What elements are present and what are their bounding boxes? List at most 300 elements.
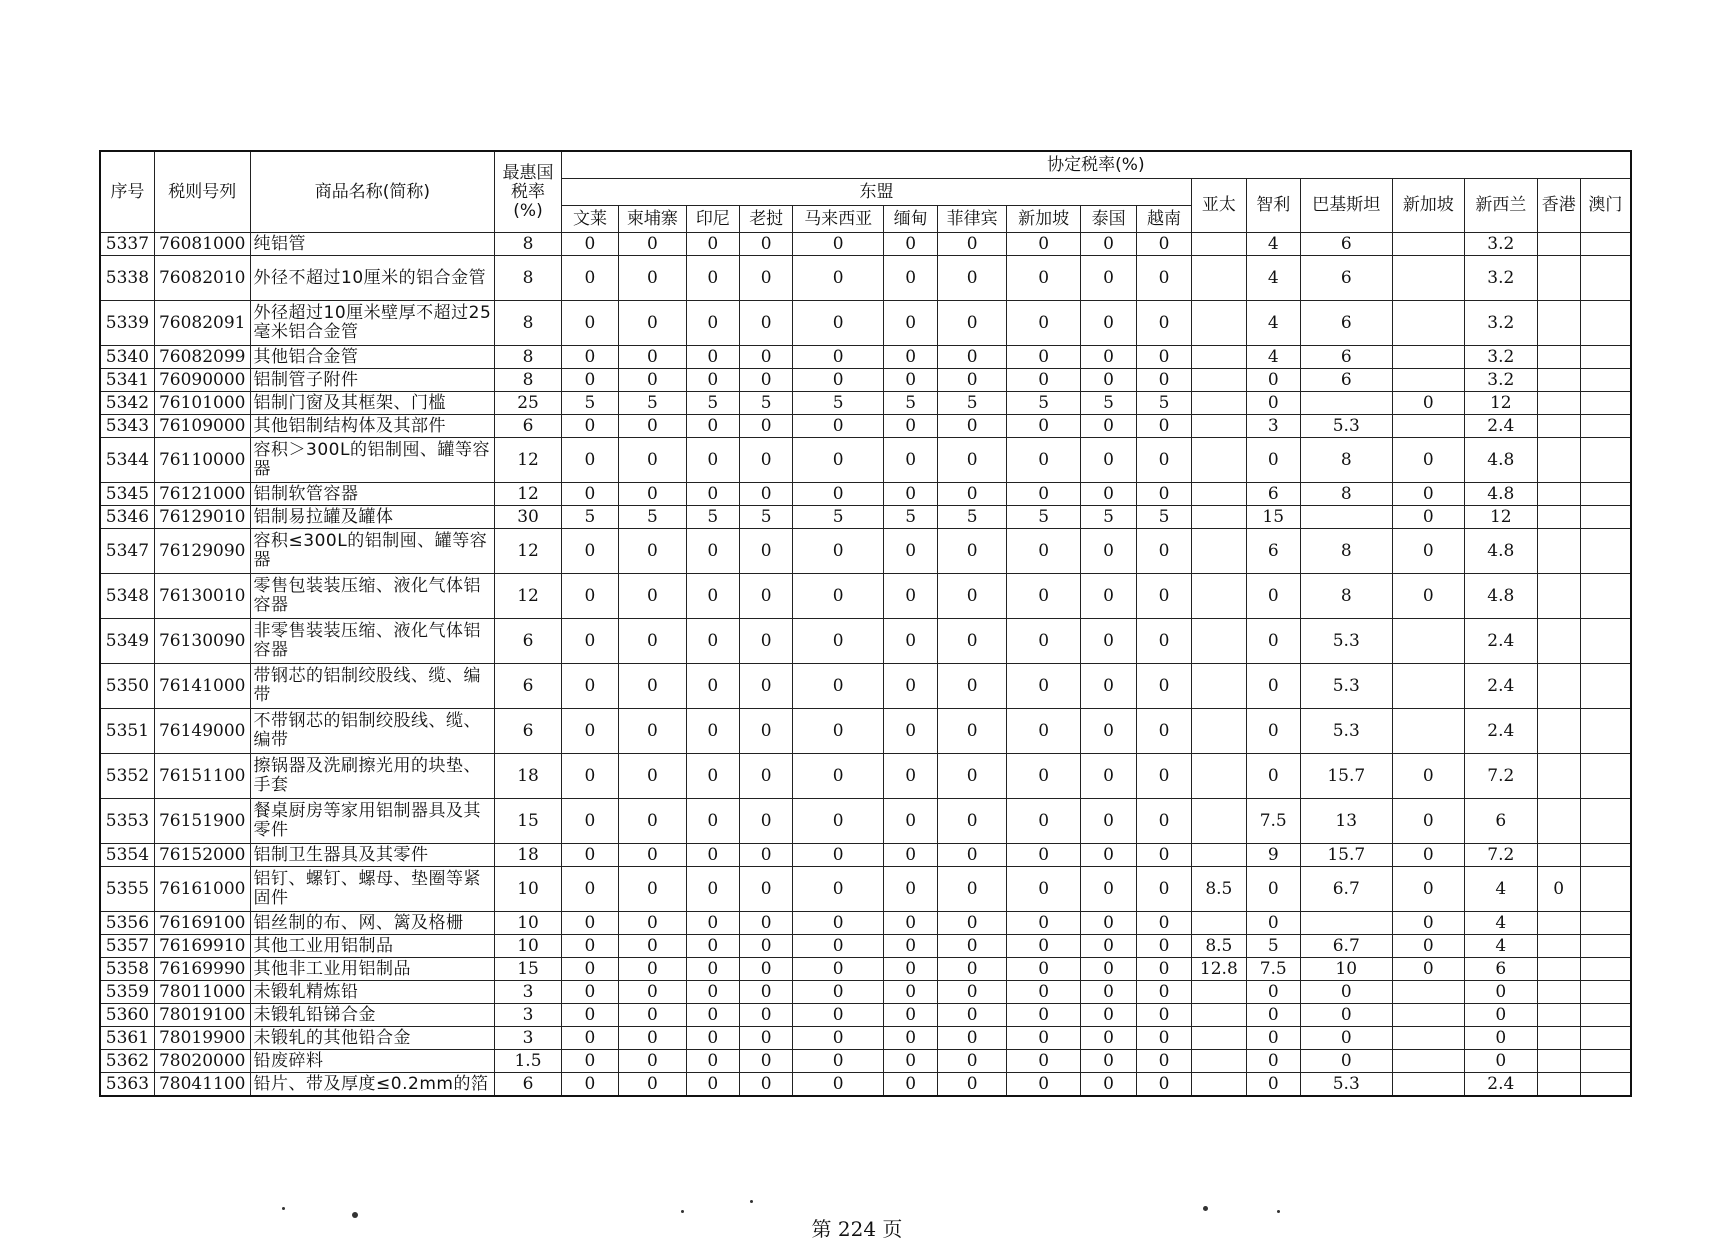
- seq-cell: 5355: [100, 867, 154, 912]
- scan-speck: [750, 1200, 753, 1203]
- asean-rate-cell: 0: [561, 1004, 618, 1027]
- chile-rate-cell: 5: [1246, 935, 1300, 958]
- name-cell: 外径超过10厘米壁厚不超过25毫米铝合金管: [250, 301, 495, 346]
- asean-rate-cell: 0: [1006, 233, 1081, 256]
- code-cell: 76090000: [154, 369, 250, 392]
- asean-rate-cell: 5: [686, 392, 739, 415]
- name-cell: 铝钉、螺钉、螺母、垫圈等紧固件: [250, 867, 495, 912]
- code-cell: 76169990: [154, 958, 250, 981]
- mfn-cell: 12: [495, 483, 561, 506]
- pakistan-rate-cell: 8: [1300, 574, 1392, 619]
- asean-rate-cell: 0: [619, 1073, 686, 1097]
- asean-rate-cell: 0: [740, 912, 793, 935]
- code-cell: 76110000: [154, 438, 250, 483]
- nz-rate-cell: 3.2: [1465, 369, 1538, 392]
- nz-rate-cell: 2.4: [1465, 415, 1538, 438]
- table-row: [100, 981, 1631, 1004]
- asean-rate-cell: 0: [561, 483, 618, 506]
- chile-rate-cell: 0: [1246, 754, 1300, 799]
- asean-rate-cell: 0: [884, 1073, 938, 1097]
- asean-rate-cell: 0: [561, 574, 618, 619]
- pakistan-rate-cell: 8: [1300, 529, 1392, 574]
- asean-rate-cell: 0: [884, 754, 938, 799]
- pakistan-rate-cell: 6: [1300, 256, 1392, 301]
- asean-rate-cell: 0: [1006, 1050, 1081, 1073]
- asean-rate-cell: 0: [1081, 1004, 1136, 1027]
- apta-rate-cell: [1192, 754, 1246, 799]
- nz-rate-cell: 2.4: [1465, 664, 1538, 709]
- asean-rate-cell: 0: [793, 981, 884, 1004]
- asean-rate-cell: 0: [619, 256, 686, 301]
- asean-rate-cell: 0: [793, 1004, 884, 1027]
- asean-rate-cell: 0: [884, 935, 938, 958]
- hk-rate-cell: [1537, 799, 1580, 844]
- seq-cell: 5339: [100, 301, 154, 346]
- name-cell: 铅片、带及厚度≤0.2mm的箔: [250, 1073, 495, 1097]
- asean-rate-cell: 0: [619, 1004, 686, 1027]
- code-cell: 76082099: [154, 346, 250, 369]
- asean-rate-cell: 0: [1136, 438, 1191, 483]
- asean-rate-cell: 0: [938, 958, 1006, 981]
- singapore-rate-cell: [1392, 301, 1465, 346]
- asean-rate-cell: 0: [1136, 709, 1191, 754]
- code-cell: 78011000: [154, 981, 250, 1004]
- pakistan-rate-cell: 6: [1300, 346, 1392, 369]
- name-cell: 擦锅器及洗刷擦光用的块垫、手套: [250, 754, 495, 799]
- apta-rate-cell: [1192, 483, 1246, 506]
- asean-rate-cell: 0: [619, 935, 686, 958]
- macau-rate-cell: [1580, 619, 1631, 664]
- asean-rate-cell: 0: [686, 664, 739, 709]
- asean-rate-cell: 0: [619, 664, 686, 709]
- asean-rate-cell: 0: [561, 619, 618, 664]
- nz-rate-cell: 4.8: [1465, 574, 1538, 619]
- asean-rate-cell: 0: [1081, 574, 1136, 619]
- asean-rate-cell: 0: [793, 483, 884, 506]
- chile-rate-cell: 0: [1246, 867, 1300, 912]
- header-asean: 东盟: [561, 179, 1191, 206]
- table-body: [100, 233, 1631, 1097]
- pakistan-rate-cell: 10: [1300, 958, 1392, 981]
- asean-rate-cell: 0: [619, 438, 686, 483]
- seq-cell: 5352: [100, 754, 154, 799]
- singapore-rate-cell: 0: [1392, 799, 1465, 844]
- asean-rate-cell: 0: [740, 1004, 793, 1027]
- table-row: [100, 529, 1631, 574]
- hk-rate-cell: [1537, 754, 1580, 799]
- nz-rate-cell: 3.2: [1465, 256, 1538, 301]
- seq-cell: 5340: [100, 346, 154, 369]
- mfn-cell: 3: [495, 981, 561, 1004]
- code-cell: 76130010: [154, 574, 250, 619]
- asean-rate-cell: 0: [793, 256, 884, 301]
- mfn-cell: 25: [495, 392, 561, 415]
- singapore-rate-cell: 0: [1392, 867, 1465, 912]
- nz-rate-cell: 6: [1465, 958, 1538, 981]
- asean-rate-cell: 0: [740, 256, 793, 301]
- table-row: [100, 506, 1631, 529]
- mfn-cell: 18: [495, 844, 561, 867]
- asean-rate-cell: 0: [686, 619, 739, 664]
- name-cell: 未锻轧的其他铅合金: [250, 1027, 495, 1050]
- macau-rate-cell: [1580, 346, 1631, 369]
- asean-rate-cell: 0: [740, 346, 793, 369]
- asean-rate-cell: 5: [793, 392, 884, 415]
- asean-rate-cell: 0: [793, 709, 884, 754]
- macau-rate-cell: [1580, 935, 1631, 958]
- asean-rate-cell: 0: [1006, 1027, 1081, 1050]
- asean-rate-cell: 0: [1081, 529, 1136, 574]
- name-cell: 铝丝制的布、网、篱及格栅: [250, 912, 495, 935]
- chile-rate-cell: 7.5: [1246, 799, 1300, 844]
- asean-rate-cell: 0: [1136, 844, 1191, 867]
- asean-rate-cell: 0: [561, 346, 618, 369]
- seq-cell: 5343: [100, 415, 154, 438]
- asean-rate-cell: 0: [686, 233, 739, 256]
- asean-rate-cell: 0: [619, 754, 686, 799]
- code-cell: 76151100: [154, 754, 250, 799]
- singapore-rate-cell: [1392, 709, 1465, 754]
- asean-rate-cell: 0: [884, 981, 938, 1004]
- name-cell: 餐桌厨房等家用铝制器具及其零件: [250, 799, 495, 844]
- code-cell: 76129010: [154, 506, 250, 529]
- asean-rate-cell: 0: [938, 709, 1006, 754]
- asean-rate-cell: 0: [1081, 912, 1136, 935]
- asean-rate-cell: 0: [1006, 664, 1081, 709]
- table-row: [100, 935, 1631, 958]
- asean-rate-cell: 0: [884, 1004, 938, 1027]
- table-row: [100, 233, 1631, 256]
- nz-rate-cell: 2.4: [1465, 619, 1538, 664]
- mfn-cell: 6: [495, 619, 561, 664]
- asean-rate-cell: 0: [938, 935, 1006, 958]
- hk-rate-cell: [1537, 256, 1580, 301]
- asean-rate-cell: 0: [1136, 415, 1191, 438]
- seq-cell: 5363: [100, 1073, 154, 1097]
- asean-rate-cell: 5: [561, 506, 618, 529]
- asean-rate-cell: 0: [619, 1027, 686, 1050]
- code-cell: 78020000: [154, 1050, 250, 1073]
- asean-rate-cell: 0: [619, 483, 686, 506]
- chile-rate-cell: 0: [1246, 619, 1300, 664]
- apta-rate-cell: [1192, 1027, 1246, 1050]
- table-row: [100, 369, 1631, 392]
- asean-rate-cell: 0: [938, 619, 1006, 664]
- macau-rate-cell: [1580, 369, 1631, 392]
- table-row: [100, 709, 1631, 754]
- asean-rate-cell: 0: [793, 799, 884, 844]
- seq-cell: 5362: [100, 1050, 154, 1073]
- seq-cell: 5357: [100, 935, 154, 958]
- asean-rate-cell: 0: [1081, 1050, 1136, 1073]
- pakistan-rate-cell: 6: [1300, 301, 1392, 346]
- singapore-rate-cell: [1392, 664, 1465, 709]
- header-mfn: 最惠国税率(%): [495, 151, 561, 233]
- asean-rate-cell: 0: [1136, 664, 1191, 709]
- asean-rate-cell: 0: [1006, 912, 1081, 935]
- asean-rate-cell: 0: [1136, 754, 1191, 799]
- asean-rate-cell: 0: [793, 754, 884, 799]
- apta-rate-cell: [1192, 233, 1246, 256]
- macau-rate-cell: [1580, 233, 1631, 256]
- asean-rate-cell: 0: [686, 369, 739, 392]
- mfn-cell: 8: [495, 233, 561, 256]
- seq-cell: 5344: [100, 438, 154, 483]
- asean-rate-cell: 0: [1006, 256, 1081, 301]
- table-row: [100, 392, 1631, 415]
- asean-rate-cell: 0: [938, 415, 1006, 438]
- singapore-rate-cell: [1392, 1073, 1465, 1097]
- asean-rate-cell: 0: [686, 958, 739, 981]
- apta-rate-cell: [1192, 981, 1246, 1004]
- asean-rate-cell: 0: [686, 346, 739, 369]
- asean-rate-cell: 0: [686, 867, 739, 912]
- asean-rate-cell: 5: [938, 392, 1006, 415]
- table-row: [100, 301, 1631, 346]
- hk-rate-cell: [1537, 233, 1580, 256]
- asean-rate-cell: 0: [619, 1050, 686, 1073]
- mfn-cell: 6: [495, 1073, 561, 1097]
- apta-rate-cell: [1192, 799, 1246, 844]
- asean-rate-cell: 0: [686, 483, 739, 506]
- asean-rate-cell: 5: [1006, 392, 1081, 415]
- asean-rate-cell: 0: [1006, 438, 1081, 483]
- asean-rate-cell: 0: [793, 233, 884, 256]
- asean-rate-cell: 0: [561, 415, 618, 438]
- nz-rate-cell: 7.2: [1465, 754, 1538, 799]
- seq-cell: 5353: [100, 799, 154, 844]
- asean-rate-cell: 5: [793, 506, 884, 529]
- asean-rate-cell: 0: [619, 369, 686, 392]
- asean-rate-cell: 0: [561, 1027, 618, 1050]
- code-cell: 76161000: [154, 867, 250, 912]
- asean-rate-cell: 0: [619, 301, 686, 346]
- macau-rate-cell: [1580, 574, 1631, 619]
- asean-rate-cell: 0: [884, 799, 938, 844]
- macau-rate-cell: [1580, 506, 1631, 529]
- asean-rate-cell: 0: [619, 574, 686, 619]
- seq-cell: 5358: [100, 958, 154, 981]
- singapore-rate-cell: [1392, 1004, 1465, 1027]
- hk-rate-cell: [1537, 709, 1580, 754]
- asean-rate-cell: 0: [740, 799, 793, 844]
- asean-rate-cell: 0: [1006, 415, 1081, 438]
- asean-rate-cell: 0: [938, 844, 1006, 867]
- asean-rate-cell: 0: [619, 981, 686, 1004]
- asean-rate-cell: 0: [686, 844, 739, 867]
- apta-rate-cell: [1192, 346, 1246, 369]
- nz-rate-cell: 4: [1465, 867, 1538, 912]
- page-number: 第 224 页: [811, 1217, 903, 1241]
- singapore-rate-cell: [1392, 346, 1465, 369]
- code-cell: 76130090: [154, 619, 250, 664]
- header-code: 税则号列: [154, 151, 250, 233]
- asean-rate-cell: 0: [884, 483, 938, 506]
- apta-rate-cell: 12.8: [1192, 958, 1246, 981]
- asean-rate-cell: 0: [938, 664, 1006, 709]
- hk-rate-cell: [1537, 1050, 1580, 1073]
- asean-rate-cell: 0: [1006, 483, 1081, 506]
- pakistan-rate-cell: [1300, 392, 1392, 415]
- seq-cell: 5349: [100, 619, 154, 664]
- mfn-cell: 6: [495, 415, 561, 438]
- asean-rate-cell: 0: [884, 233, 938, 256]
- tariff-table: [99, 150, 1632, 1097]
- header-singapore: 新加坡: [1392, 179, 1465, 233]
- asean-rate-cell: 5: [938, 506, 1006, 529]
- asean-rate-cell: 0: [619, 799, 686, 844]
- macau-rate-cell: [1580, 301, 1631, 346]
- asean-rate-cell: 0: [938, 1050, 1006, 1073]
- apta-rate-cell: 8.5: [1192, 867, 1246, 912]
- table-row: [100, 754, 1631, 799]
- asean-rate-cell: 0: [1006, 369, 1081, 392]
- asean-rate-cell: 0: [1081, 1027, 1136, 1050]
- macau-rate-cell: [1580, 664, 1631, 709]
- asean-rate-cell: 0: [740, 958, 793, 981]
- asean-rate-cell: 0: [1136, 1027, 1191, 1050]
- pakistan-rate-cell: 5.3: [1300, 709, 1392, 754]
- asean-rate-cell: 0: [561, 709, 618, 754]
- header-asean-country: 泰国: [1081, 206, 1136, 233]
- hk-rate-cell: [1537, 619, 1580, 664]
- asean-rate-cell: 0: [884, 346, 938, 369]
- hk-rate-cell: [1537, 415, 1580, 438]
- name-cell: 铝制门窗及其框架、门槛: [250, 392, 495, 415]
- nz-rate-cell: 0: [1465, 1004, 1538, 1027]
- asean-rate-cell: 0: [938, 256, 1006, 301]
- mfn-cell: 10: [495, 912, 561, 935]
- pakistan-rate-cell: 15.7: [1300, 844, 1392, 867]
- asean-rate-cell: 5: [884, 392, 938, 415]
- asean-rate-cell: 0: [1006, 799, 1081, 844]
- chile-rate-cell: 0: [1246, 1073, 1300, 1097]
- chile-rate-cell: 6: [1246, 483, 1300, 506]
- table-row: [100, 958, 1631, 981]
- scan-speck: [1277, 1210, 1280, 1213]
- asean-rate-cell: 0: [1081, 799, 1136, 844]
- asean-rate-cell: 5: [1136, 506, 1191, 529]
- asean-rate-cell: 0: [1136, 935, 1191, 958]
- asean-rate-cell: 0: [686, 935, 739, 958]
- macau-rate-cell: [1580, 958, 1631, 981]
- asean-rate-cell: 0: [686, 301, 739, 346]
- mfn-cell: 30: [495, 506, 561, 529]
- asean-rate-cell: 0: [884, 438, 938, 483]
- pakistan-rate-cell: 15.7: [1300, 754, 1392, 799]
- singapore-rate-cell: [1392, 1050, 1465, 1073]
- chile-rate-cell: 6: [1246, 529, 1300, 574]
- mfn-cell: 12: [495, 574, 561, 619]
- table-row: [100, 799, 1631, 844]
- asean-rate-cell: 0: [686, 529, 739, 574]
- seq-cell: 5345: [100, 483, 154, 506]
- asean-rate-cell: 0: [740, 1050, 793, 1073]
- asean-rate-cell: 0: [793, 1050, 884, 1073]
- asean-rate-cell: 0: [884, 912, 938, 935]
- singapore-rate-cell: 0: [1392, 483, 1465, 506]
- header-macau: 澳门: [1580, 179, 1631, 233]
- apta-rate-cell: 8.5: [1192, 935, 1246, 958]
- asean-rate-cell: 0: [938, 529, 1006, 574]
- apta-rate-cell: [1192, 301, 1246, 346]
- code-cell: 76169910: [154, 935, 250, 958]
- code-cell: 78019100: [154, 1004, 250, 1027]
- singapore-rate-cell: 0: [1392, 506, 1465, 529]
- asean-rate-cell: 0: [938, 867, 1006, 912]
- chile-rate-cell: 4: [1246, 233, 1300, 256]
- asean-rate-cell: 0: [1136, 619, 1191, 664]
- asean-rate-cell: 0: [1136, 301, 1191, 346]
- header-asean-country: 菲律宾: [938, 206, 1006, 233]
- name-cell: 不带钢芯的铝制绞股线、缆、编带: [250, 709, 495, 754]
- header-asean-country: 柬埔寨: [619, 206, 686, 233]
- apta-rate-cell: [1192, 709, 1246, 754]
- asean-rate-cell: 0: [619, 529, 686, 574]
- asean-rate-cell: 0: [619, 958, 686, 981]
- macau-rate-cell: [1580, 1073, 1631, 1097]
- asean-rate-cell: 0: [686, 438, 739, 483]
- hk-rate-cell: [1537, 844, 1580, 867]
- header-asean-country: 缅甸: [884, 206, 938, 233]
- asean-rate-cell: 0: [938, 438, 1006, 483]
- asean-rate-cell: 0: [1136, 483, 1191, 506]
- header-pakistan: 巴基斯坦: [1300, 179, 1392, 233]
- asean-rate-cell: 0: [1006, 958, 1081, 981]
- table-row: [100, 1004, 1631, 1027]
- asean-rate-cell: 0: [740, 619, 793, 664]
- pakistan-rate-cell: 13: [1300, 799, 1392, 844]
- pakistan-rate-cell: 0: [1300, 1050, 1392, 1073]
- seq-cell: 5351: [100, 709, 154, 754]
- table-row: [100, 1027, 1631, 1050]
- asean-rate-cell: 0: [884, 844, 938, 867]
- mfn-cell: 8: [495, 369, 561, 392]
- asean-rate-cell: 0: [1006, 981, 1081, 1004]
- asean-rate-cell: 0: [938, 574, 1006, 619]
- hk-rate-cell: [1537, 1027, 1580, 1050]
- asean-rate-cell: 0: [1006, 301, 1081, 346]
- asean-rate-cell: 0: [1136, 799, 1191, 844]
- nz-rate-cell: 6: [1465, 799, 1538, 844]
- table-row: [100, 1073, 1631, 1097]
- name-cell: 其他铝制结构体及其部件: [250, 415, 495, 438]
- asean-rate-cell: 0: [1136, 1050, 1191, 1073]
- hk-rate-cell: [1537, 506, 1580, 529]
- asean-rate-cell: 0: [884, 619, 938, 664]
- asean-rate-cell: 0: [793, 1027, 884, 1050]
- singapore-rate-cell: 0: [1392, 438, 1465, 483]
- macau-rate-cell: [1580, 844, 1631, 867]
- asean-rate-cell: 0: [740, 1027, 793, 1050]
- asean-rate-cell: 0: [561, 233, 618, 256]
- mfn-cell: 8: [495, 301, 561, 346]
- asean-rate-cell: 0: [793, 935, 884, 958]
- asean-rate-cell: 0: [619, 912, 686, 935]
- asean-rate-cell: 0: [1081, 256, 1136, 301]
- hk-rate-cell: [1537, 935, 1580, 958]
- asean-rate-cell: 0: [793, 844, 884, 867]
- asean-rate-cell: 0: [1136, 346, 1191, 369]
- hk-rate-cell: [1537, 301, 1580, 346]
- hk-rate-cell: [1537, 438, 1580, 483]
- chile-rate-cell: 0: [1246, 574, 1300, 619]
- pakistan-rate-cell: [1300, 506, 1392, 529]
- pakistan-rate-cell: 6.7: [1300, 867, 1392, 912]
- asean-rate-cell: 0: [561, 1073, 618, 1097]
- asean-rate-cell: 0: [561, 935, 618, 958]
- asean-rate-cell: 0: [686, 709, 739, 754]
